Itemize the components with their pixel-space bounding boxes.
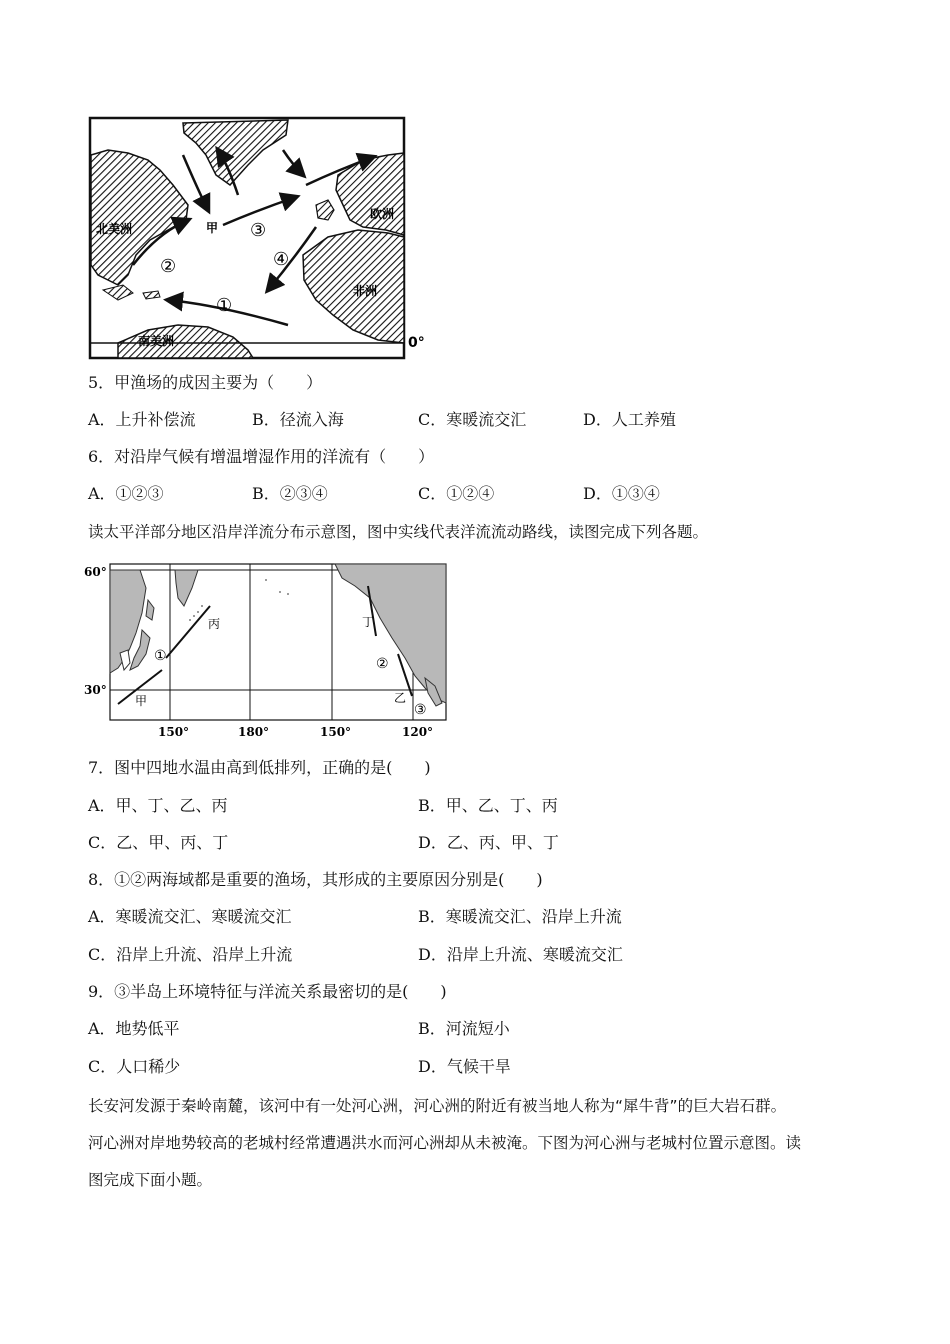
q8-option-c[interactable]: C．沿岸上升流、沿岸上升流 [88, 945, 293, 964]
label-current-2-pacific: ② [376, 656, 389, 672]
label-yi: 乙 [394, 691, 407, 705]
label-bing: 丙 [208, 617, 221, 631]
label-current-3-pacific: ③ [414, 702, 427, 718]
q7-stem: 7．图中四地水温由高到低排列，正确的是( ) [88, 758, 431, 777]
q6-option-b[interactable]: B．②③④ [252, 484, 328, 503]
q6-option-a[interactable]: A．①②③ [88, 484, 164, 503]
label-current-1: ① [216, 295, 233, 316]
q5-option-c[interactable]: C．寒暖流交汇 [418, 410, 527, 429]
label-lat-30: 30° [84, 683, 107, 697]
label-ding: 丁 [362, 615, 375, 629]
q6-option-d[interactable]: D．①③④ [583, 484, 660, 503]
q8-option-b[interactable]: B．寒暖流交汇、沿岸上升流 [418, 907, 622, 926]
q8-option-d[interactable]: D．沿岸上升流、寒暖流交汇 [418, 945, 623, 964]
label-europe: 欧洲 [370, 207, 395, 221]
q8-option-a[interactable]: A．寒暖流交汇、寒暖流交汇 [88, 907, 292, 926]
label-lon-120: 120° [402, 725, 434, 739]
q5-option-d[interactable]: D．人工养殖 [583, 410, 676, 429]
label-lat-60: 60° [84, 565, 107, 579]
q9-stem: 9．③半岛上环境特征与洋流关系最密切的是( ) [88, 982, 447, 1001]
label-lon-150w: 150° [158, 725, 190, 739]
atlantic-currents-map [88, 115, 438, 365]
label-south-america: 南美洲 [138, 334, 175, 348]
label-current-4: ④ [273, 249, 290, 270]
q7-option-d[interactable]: D．乙、丙、甲、丁 [418, 833, 559, 852]
q9-option-a[interactable]: A．地势低平 [88, 1019, 180, 1038]
q6-stem: 6．对沿岸气候有增温增湿作用的洋流有（ ） [88, 447, 435, 466]
pacific-currents-map [80, 558, 452, 740]
label-equator: 0° [408, 335, 425, 351]
q7-option-b[interactable]: B．甲、乙、丁、丙 [418, 796, 558, 815]
label-lon-180: 180° [238, 725, 270, 739]
q7-option-a[interactable]: A．甲、丁、乙、丙 [88, 796, 228, 815]
q5-stem: 5．甲渔场的成因主要为（ ） [88, 373, 323, 392]
label-current-3: ③ [250, 220, 267, 241]
river-intro-line1: 长安河发源于秦岭南麓，该河中有一处河心洲，河心洲的附近有被当地人称为“犀牛背”的巨大岩石群。 [88, 1097, 787, 1115]
label-current-2: ② [160, 256, 177, 277]
river-intro-line3: 图完成下面小题。 [88, 1171, 213, 1189]
pacific-intro: 读太平洋部分地区沿岸洋流分布示意图，图中实线代表洋流流动路线，读图完成下列各题。 [88, 523, 709, 541]
label-current-1-pacific: ① [154, 648, 167, 664]
q9-option-b[interactable]: B．河流短小 [418, 1019, 510, 1038]
q6-option-c[interactable]: C．①②④ [418, 484, 495, 503]
river-intro-line2: 河心洲对岸地势较高的老城村经常遭遇洪水而河心洲却从未被淹。下图为河心洲与老城村位置示意图。读 [88, 1134, 802, 1152]
q5-option-a[interactable]: A．上升补偿流 [88, 410, 196, 429]
q5-option-b[interactable]: B．径流入海 [252, 410, 344, 429]
label-africa: 非洲 [353, 284, 378, 298]
label-jia-fishery: 甲 [206, 221, 219, 235]
label-north-america: 北美洲 [96, 222, 133, 236]
q9-option-d[interactable]: D．气候干旱 [418, 1057, 511, 1076]
label-jia: 甲 [135, 694, 148, 708]
q8-stem: 8．①②两海域都是重要的渔场，其形成的主要原因分别是( ) [88, 870, 543, 889]
q9-option-c[interactable]: C．人口稀少 [88, 1057, 181, 1076]
q7-option-c[interactable]: C．乙、甲、丙、丁 [88, 833, 229, 852]
label-lon-150e: 150° [320, 725, 352, 739]
